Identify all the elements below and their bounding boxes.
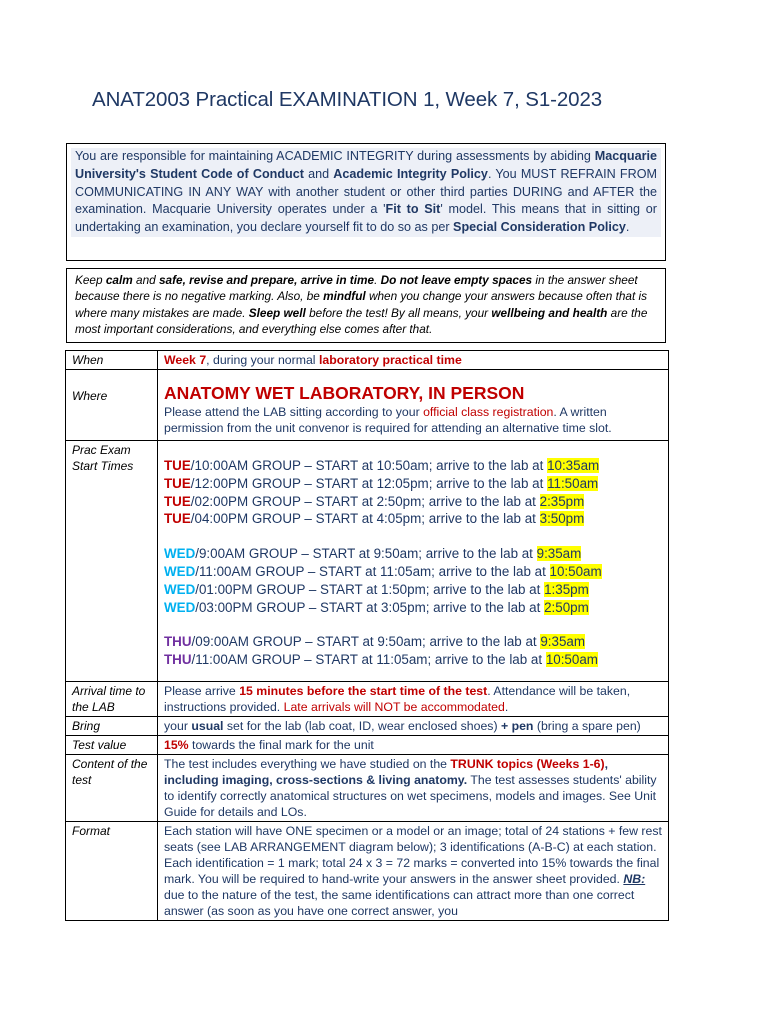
arrival-time-highlight: 9:35am (536, 546, 582, 562)
row-label: Bring (66, 716, 158, 735)
start-time-line (164, 545, 662, 563)
day-label: WED (164, 546, 196, 562)
row-label: Prac Exam Start Times (66, 441, 158, 682)
start-time-line (164, 563, 662, 581)
row-format (66, 821, 669, 920)
group-spacer (164, 528, 662, 545)
row-label: Test value (66, 735, 158, 754)
where-text: Please attend the LAB sitting according to your official class registration. A written permission from the unit convenor is required for attending an alternative time slot. (164, 405, 612, 435)
academic-integrity-box (66, 143, 666, 261)
exam-info-table (65, 350, 669, 921)
start-time-line (164, 581, 662, 599)
row-value: Week 7, during your normal laboratory practical time (158, 351, 669, 370)
row-test-value (66, 735, 669, 754)
row-arrival (66, 681, 669, 716)
where-heading: ANATOMY WET LABORATORY, IN PERSON (164, 383, 525, 403)
row-value: 15% towards the final mark for the unit (158, 735, 669, 754)
row-start-times (66, 441, 669, 682)
row-label: Content of the test (66, 754, 158, 821)
row-where (66, 370, 669, 441)
row-value: The test includes everything we have studied on the TRUNK topics (Weeks 1-6), including imaging, cross-sections & living anatomy. The test assesses students' ability to identify correctly anatomical structures on wet specimens, models and images. See Unit Guide for details and LOs. (158, 754, 669, 821)
row-content (66, 754, 669, 821)
start-times-list (158, 441, 669, 682)
group-time-text: /12:00PM GROUP – START at 12:05pm; arrive to the lab at (190, 475, 548, 491)
start-time-line (164, 493, 662, 511)
group-time-text: /02:00PM GROUP – START at 2:50pm; arrive to the lab at (190, 493, 540, 509)
arrival-time-highlight: 2:50pm (544, 599, 589, 615)
day-label: TUE (164, 475, 191, 491)
start-time-line (164, 599, 662, 617)
day-label: WED (164, 599, 196, 615)
row-label: When (66, 351, 158, 370)
start-time-line (164, 510, 662, 528)
row-value: Please arrive 15 minutes before the start time of the test. Attendance will be taken, instructions provided. Late arrivals will NOT be accommodated. (158, 681, 669, 716)
group-time-text: /11:00AM GROUP – START at 11:05am; arrive to the lab at (195, 563, 550, 579)
academic-integrity-text: You are responsible for maintaining ACADEMIC INTEGRITY during assessments by abiding Macquarie University's Student Code of Conduct and Academic Integrity Policy. You MUST REFRAIN FROM COMMUNICATING IN ANY WAY with another student or other third parties DURING and AFTER the examination. Macquarie University operates under a 'Fit to Sit' model. This means that in sitting or undertaking an examination, you declare yourself fit to do so as per Special Consideration Policy. (71, 148, 661, 237)
group-time-text: /04:00PM GROUP – START at 4:05pm; arrive to the lab at (190, 511, 540, 527)
row-label: Arrival time to the LAB (66, 681, 158, 716)
day-label: THU (164, 634, 192, 650)
arrival-time-highlight: 10:50am (549, 563, 602, 579)
arrival-time-highlight: 10:35am (547, 458, 600, 473)
day-label: WED (164, 581, 196, 597)
arrival-time-highlight: 1:35pm (544, 581, 589, 597)
row-when (66, 351, 669, 370)
start-time-line (164, 651, 662, 669)
group-time-text: /11:00AM GROUP – START at 11:05am; arrive to the lab at (191, 652, 546, 668)
row-bring (66, 716, 669, 735)
group-time-text: /03:00PM GROUP – START at 3:05pm; arrive to the lab at (195, 599, 545, 615)
page-title: ANAT2003 Practical EXAMINATION 1, Week 7, S1-2023 (92, 88, 603, 111)
day-label: TUE (164, 493, 191, 509)
arrival-time-highlight: 9:35am (540, 634, 586, 650)
group-spacer (164, 616, 662, 633)
day-label: WED (164, 563, 196, 579)
row-value (158, 370, 669, 441)
group-time-text: /10:00AM GROUP – START at 10:50am; arrive to the lab at (190, 458, 548, 473)
day-label: TUE (164, 511, 191, 527)
group-time-text: /01:00PM GROUP – START at 1:50pm; arrive to the lab at (195, 581, 545, 597)
arrival-time-highlight: 2:35pm (539, 493, 585, 509)
row-label: Where (66, 370, 158, 441)
row-value: Each station will have ONE specimen or a model or an image; total of 24 stations + few rest seats (see LAB ARRANGEMENT diagram below); 3 identifications (A-B-C) at each station. Each identification = 1 mark; total 24 x 3 = 72 marks = converted into 15% towards the final mark. You will be required to hand-write your answers in the answer sheet provided. NB: due to the nature of the test, the same identifications can attract more than one correct answer (as soon as you have one correct answer, you (158, 821, 669, 920)
advice-box: Keep calm and safe, revise and prepare, arrive in time. Do not leave empty spaces in the answer sheet because there is no negative marking. Also, be mindful when you change your answers because often that is where many mistakes are made. Sleep well before the test! By all means, your wellbeing and health are the most important considerations, and everything else comes after that. (66, 268, 666, 343)
start-time-line (164, 633, 662, 651)
row-value: your usual set for the lab (lab coat, ID, wear enclosed shoes) + pen (bring a spare pen) (158, 716, 669, 735)
start-time-line (164, 475, 662, 493)
group-time-text: /9:00AM GROUP – START at 9:50am; arrive to the lab at (195, 546, 537, 562)
group-time-text: /09:00AM GROUP – START at 9:50am; arrive to the lab at (191, 634, 541, 650)
arrival-time-highlight: 11:50am (547, 475, 599, 491)
arrival-time-highlight: 10:50am (545, 652, 598, 668)
arrival-time-highlight: 3:50pm (539, 511, 585, 527)
row-label: Format (66, 821, 158, 920)
day-label: TUE (164, 458, 191, 473)
start-time-line (164, 457, 662, 475)
day-label: THU (164, 652, 192, 668)
